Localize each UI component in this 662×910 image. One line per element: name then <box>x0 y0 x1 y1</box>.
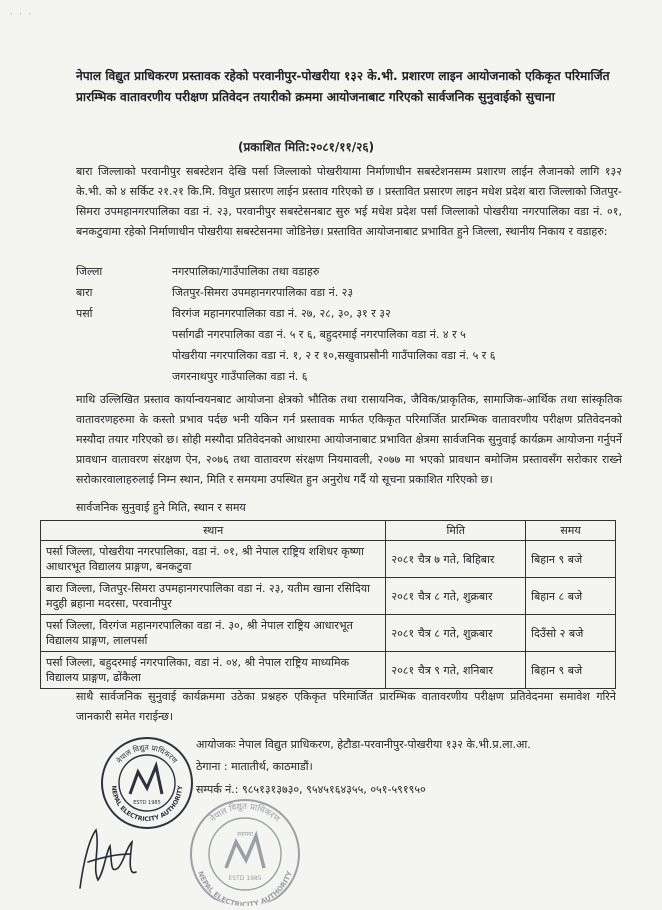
time-cell: बिहान ९ बजे <box>526 652 616 689</box>
intro-paragraph: बारा जिल्लाको परवानीपुर सबस्टेशन देखि पर्सा जिल्लाको पोखरीयामा निर्माणाधीन सबस्टेशनसम्म प्रशारण लाईन लैजानको लागि १३२ के.भी. को ४ सर्किट २१.२१ कि.मि. विधुत प्रसारण लाईन प्रस्ताव गरिएको छ । प्रस्तावित प्रसारण लाइन मधेश प्रदेश बारा जिल्लाको जितपुर-सिमरा उपमहानगरपालिका वडा नं. २३, परवानीपुर सबस्टेसनबाट सुरु भई मधेश प्रदेश पर्सा जिल्लाको पोखरीया नगरपालिका वडा नं. ०१, बनकटुवामा रहेको निर्माणाधीन पोखरीया सबस्टेसनमा जोडिनेछ। प्रस्तावित आयोजनाबाट प्रभावित हुने जिल्ला, स्थानीय निकाय र वडाहरु: <box>76 165 622 238</box>
local-units: पोखरीया नगरपालिका वडा नं. १, २ र १०,सखुवाप्रसौनी गाउँपालिका वडा नं. ५ र ६ <box>172 349 496 362</box>
address-line: ठेगाना : मातातीर्थ, काठमाडौं। <box>196 760 313 773</box>
notice-title: नेपाल विद्युत प्राधिकरण प्रस्तावक रहेको परवानीपुर-पोखरीया १३२ के.भी. प्रशारण लाइन आयोजनाको एकिकृत परिमार्जित प्रारम्भिक वातावरणीय परीक्षण प्रतिवेदन तयारीको क्रममा आयोजनाबाट गरिएको सार्वजनिक सुनुवाईको सुचाना <box>76 69 610 104</box>
local-units: जितपुर-सिमरा उपमहानगरपालिका वडा नं. २३ <box>172 286 354 299</box>
stamp-left-top-text: नेपाल विद्युत प्राधिकरण <box>114 742 180 765</box>
nea-stamp-right <box>180 796 310 906</box>
table-row <box>41 541 616 578</box>
nea-logo-mark <box>226 836 264 868</box>
time-cell: दिउँसो २ बजे <box>526 615 616 652</box>
contact-line: सम्पर्क नं.: ९८५१३१३७३०, ९५४५१६४३५५, ०५१-५९१९५० <box>196 783 426 796</box>
schedule-heading: सार्वजनिक सुनुवाई हुने मिति, स्थान र समय <box>76 501 246 514</box>
stamp-right-bottom-text: NEPAL ELECTRICITY AUTHORITY <box>196 870 294 906</box>
stamp-left-estd: ESTD 1985 <box>133 800 161 806</box>
closing-paragraph: साथै सार्वजनिक सुनुवाई कार्यक्रममा उठेका प्रश्नहरु एकिकृत परिमार्जित प्रारम्भिक वातावरणीय परीक्षण प्रतिवेदनमा समावेश गरिने जानकारी समेत गराईन्छ। <box>76 690 616 723</box>
stamp-right-estd: ESTD 1985 <box>228 875 262 882</box>
local-units: पर्सागढी नगरपालिका वडा नं. ५ र ६, बहुदरमाई नगरपालिका वडा नं. ४ र ५ <box>172 328 466 341</box>
svg-text:नेपाल विद्युत प्राधिकरण <box>115 743 180 765</box>
stamp-right-center: स्थापना <box>237 831 253 838</box>
date-cell: २०८१ चैत्र ९ गते, शनिबार <box>386 652 526 689</box>
district-name: बारा <box>76 286 93 299</box>
column-header: समय <box>526 521 616 541</box>
district-name: पर्सा <box>76 307 93 320</box>
venue-cell: पर्सा जिल्ला, बहुदरमाई नगरपालिका, वडा नं. ०४, श्री नेपाल राष्ट्रिय माध्यमिक विद्यालय प्राङ्गण, ढोंकैला <box>41 652 386 689</box>
venue-cell: बारा जिल्ला, जितपुर-सिमरा उपमहानगरपालिका वडा नं. २३, यतीम खाना रसिदिया मदुही ब्रहाना मदरसा, परवानीपुर <box>41 578 386 615</box>
date-cell: २०८१ चैत्र ७ गते, बिहिबार <box>386 541 526 578</box>
table-header-row <box>41 521 616 541</box>
district-header: जिल्ला <box>76 265 103 278</box>
date-cell: २०८१ चैत्र ८ गते, शुक्रबार <box>386 578 526 615</box>
date-cell: २०८१ चैत्र ८ गते, शुक्रबार <box>386 615 526 652</box>
venue-cell: पर्सा जिल्ला, विरगंज महानगरपालिका वडा नं. ३०, श्री नेपाल राष्ट्रिय आधारभूत विद्यालय प्राङ्गण, लालपर्सा <box>41 615 386 652</box>
column-header: मिति <box>386 521 526 541</box>
published-date: (प्रकाशित मिति:२०८१/११/२६) <box>238 140 375 154</box>
table-row <box>41 652 616 689</box>
stamp-right-top-text: नेपाल विद्युत प्राधिकरण <box>208 801 282 825</box>
local-header: नगरपालिका/गाउँपालिका तथा वडाहरु <box>172 265 320 278</box>
organizer-line: आयोजकः नेपाल विद्युत प्राधिकरण, हेटौडा-परवानीपुर-पोखरीया १३२ के.भी.प्र.ला.आ. <box>196 738 531 751</box>
svg-text:नेपाल विद्युत प्राधिकरण <box>208 802 282 825</box>
stamp-left-bottom-text: NEPAL ELECTRICITY AUTHORITY <box>109 785 185 824</box>
venue-cell: पर्सा जिल्ला, पोखरीया नगरपालिका, वडा नं. ०१, श्री नेपाल राष्ट्रिय शशिधर कृष्णा आधारभूत विद्यालय प्राङ्गण, बनकटुवा <box>41 541 386 578</box>
time-cell: बिहान ९ बजे <box>526 541 616 578</box>
local-units: जगरनाथपुर गाउँपालिका वडा नं. ६ <box>172 370 308 383</box>
schedule-table <box>40 520 616 689</box>
table-row <box>41 615 616 652</box>
body-paragraph: माथि उल्लिखित प्रस्ताव कार्यान्वयनबाट आयोजना क्षेत्रको भौतिक तथा रासायनिक, जैविक/प्राकृतिक, सामाजिक-आर्थिक तथा सांस्कृतिक वातावरणहरुमा के कस्तो प्रभाव पर्दछ भनी यकिन गर्न प्रस्तावक मार्फत एकिकृत परिमार्जित प्रारम्भिक वातावरणीय परीक्षण प्रतिवेदनको मस्यौदा तयार गरिएको छ। सोही मस्यौदा प्रतिवेदनको आधारमा आयोजनाबाट प्रभावित क्षेत्रमा सार्वजनिक सुनुवाई कार्यक्रम आयोजना गर्नुपर्ने प्रावधान वातावरण संरक्षण ऐन, २०७६ तथा वातावरण संरक्षण नियमावली, २०७७ मा भएको प्रावधान बमोजिम प्रस्तावसँग सरोकार राख्ने सरोकारवालाहरुलाई निम्न स्थान, मिति र समयमा उपस्थित हुन अनुरोध गर्दै यो सूचना प्रकाशित गरिएको छ। <box>76 393 622 486</box>
corner-mark: ' ' ' <box>10 12 34 22</box>
local-units: विरगंज महानगरपालिका वडा नं. २७, २८, ३०, ३१ र ३२ <box>172 307 391 320</box>
nea-logo-mark <box>130 766 162 794</box>
column-header: स्थान <box>41 521 386 541</box>
handwritten-signature <box>70 818 160 898</box>
table-row <box>41 578 616 615</box>
nea-stamp-left <box>100 736 194 830</box>
time-cell: बिहान ८ बजे <box>526 578 616 615</box>
